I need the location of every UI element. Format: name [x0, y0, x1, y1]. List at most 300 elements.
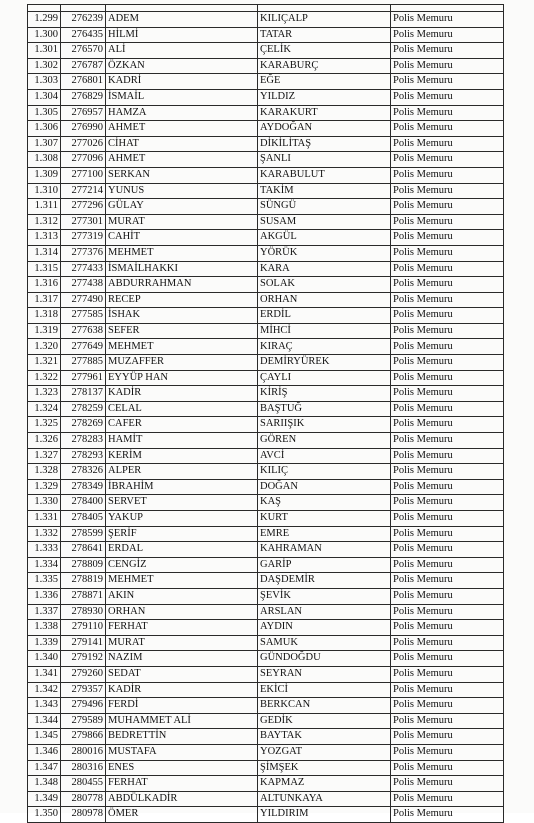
first-name-cell: AKIN [106, 588, 258, 604]
registry-number-cell: 280016 [61, 744, 106, 760]
table-row [28, 386, 504, 402]
registry-number-cell: 278819 [61, 573, 106, 589]
surname-cell: KARAKURT [258, 105, 391, 121]
registry-number-cell: 278293 [61, 448, 106, 464]
registry-number-cell: 276787 [61, 58, 106, 74]
first-name-cell: KADİR [106, 682, 258, 698]
surname-cell: KURT [258, 511, 391, 527]
row-number-cell: 1.299 [28, 12, 61, 28]
table-row [28, 557, 504, 573]
registry-number-cell: 279110 [61, 620, 106, 636]
registry-number-cell: 277638 [61, 323, 106, 339]
first-name-cell: ÖMER [106, 807, 258, 823]
first-name-cell: İSMAİLHAKKI [106, 261, 258, 277]
row-number-cell: 1.310 [28, 183, 61, 199]
row-number-cell: 1.326 [28, 433, 61, 449]
table-row [28, 261, 504, 277]
table-row [28, 635, 504, 651]
table-row [28, 214, 504, 230]
registry-number-cell: 279866 [61, 729, 106, 745]
surname-cell: TATAR [258, 27, 391, 43]
surname-cell: ŞİMŞEK [258, 760, 391, 776]
surname-cell: YILDIZ [258, 89, 391, 105]
surname-cell: EMRE [258, 526, 391, 542]
row-number-cell: 1.312 [28, 214, 61, 230]
registry-number-cell: 278349 [61, 479, 106, 495]
surname-cell: DİKİLİTAŞ [258, 136, 391, 152]
position-cell: Polis Memuru [391, 666, 504, 682]
first-name-cell: MUZAFFER [106, 355, 258, 371]
table-body [28, 5, 504, 823]
surname-cell: MİHCİ [258, 323, 391, 339]
surname-cell: GARİP [258, 557, 391, 573]
row-number-cell: 1.342 [28, 682, 61, 698]
first-name-cell: EYYÜP HAN [106, 370, 258, 386]
registry-number-cell: 279192 [61, 651, 106, 667]
surname-cell: GÜNDOĞDU [258, 651, 391, 667]
surname-cell: KILIÇALP [258, 12, 391, 28]
position-cell: Polis Memuru [391, 713, 504, 729]
surname-cell: BAYTAK [258, 729, 391, 745]
row-number-cell: 1.321 [28, 355, 61, 371]
table-row [28, 417, 504, 433]
position-cell: Polis Memuru [391, 339, 504, 355]
registry-number-cell: 277214 [61, 183, 106, 199]
row-number-cell: 1.313 [28, 230, 61, 246]
first-name-cell: İBRAHİM [106, 479, 258, 495]
table-row [28, 651, 504, 667]
registry-number-cell: 279260 [61, 666, 106, 682]
row-number-cell: 1.340 [28, 651, 61, 667]
row-number-cell: 1.305 [28, 105, 61, 121]
row-number-cell: 1.316 [28, 277, 61, 293]
position-cell: Polis Memuru [391, 698, 504, 714]
first-name-cell: ADEM [106, 12, 258, 28]
first-name-cell: AHMET [106, 152, 258, 168]
surname-cell: KAŞ [258, 495, 391, 511]
first-name-cell: ŞERİF [106, 526, 258, 542]
table-row [28, 698, 504, 714]
position-cell: Polis Memuru [391, 511, 504, 527]
table-row [28, 511, 504, 527]
row-number-cell: 1.314 [28, 245, 61, 261]
registry-number-cell: 277026 [61, 136, 106, 152]
first-name-cell: KERİM [106, 448, 258, 464]
row-number-cell: 1.300 [28, 27, 61, 43]
table-row [28, 479, 504, 495]
position-cell: Polis Memuru [391, 479, 504, 495]
first-name-cell: MEHMET [106, 339, 258, 355]
table-row [28, 370, 504, 386]
registry-number-cell: 278259 [61, 401, 106, 417]
row-number-cell: 1.307 [28, 136, 61, 152]
table-row [28, 355, 504, 371]
row-number-cell: 1.302 [28, 58, 61, 74]
surname-cell: DEMİRYÜREK [258, 355, 391, 371]
position-cell: Polis Memuru [391, 433, 504, 449]
registry-number-cell: 277961 [61, 370, 106, 386]
surname-cell: BAŞTUĞ [258, 401, 391, 417]
header-cell-1 [28, 5, 61, 12]
surname-cell: KAHRAMAN [258, 542, 391, 558]
surname-cell: SÜNGÜ [258, 199, 391, 215]
first-name-cell: FERDİ [106, 698, 258, 714]
table-row [28, 183, 504, 199]
row-number-cell: 1.319 [28, 323, 61, 339]
position-cell: Polis Memuru [391, 89, 504, 105]
registry-number-cell: 278269 [61, 417, 106, 433]
first-name-cell: NAZIM [106, 651, 258, 667]
registry-number-cell: 278405 [61, 511, 106, 527]
table-row [28, 74, 504, 90]
row-number-cell: 1.320 [28, 339, 61, 355]
table-row [28, 121, 504, 137]
position-cell: Polis Memuru [391, 744, 504, 760]
position-cell: Polis Memuru [391, 495, 504, 511]
surname-cell: KİRİŞ [258, 386, 391, 402]
registry-number-cell: 276570 [61, 43, 106, 59]
position-cell: Polis Memuru [391, 292, 504, 308]
first-name-cell: HAMZA [106, 105, 258, 121]
row-number-cell: 1.324 [28, 401, 61, 417]
row-number-cell: 1.341 [28, 666, 61, 682]
surname-cell: EKİCİ [258, 682, 391, 698]
table-row [28, 526, 504, 542]
registry-number-cell: 277301 [61, 214, 106, 230]
table-row [28, 89, 504, 105]
table-row [28, 12, 504, 28]
position-cell: Polis Memuru [391, 136, 504, 152]
first-name-cell: ALİ [106, 43, 258, 59]
first-name-cell: KADİR [106, 386, 258, 402]
header-cell-3 [106, 5, 258, 12]
surname-cell: KARA [258, 261, 391, 277]
registry-number-cell: 276957 [61, 105, 106, 121]
surname-cell: KARABURÇ [258, 58, 391, 74]
registry-number-cell: 278930 [61, 604, 106, 620]
position-cell: Polis Memuru [391, 277, 504, 293]
row-number-cell: 1.339 [28, 635, 61, 651]
first-name-cell: AHMET [106, 121, 258, 137]
table-row [28, 323, 504, 339]
surname-cell: KIRAÇ [258, 339, 391, 355]
position-cell: Polis Memuru [391, 74, 504, 90]
row-number-cell: 1.349 [28, 791, 61, 807]
first-name-cell: RECEP [106, 292, 258, 308]
surname-cell: YÖRÜK [258, 245, 391, 261]
registry-number-cell: 280455 [61, 776, 106, 792]
registry-number-cell: 278326 [61, 464, 106, 480]
table-row [28, 43, 504, 59]
table-row [28, 542, 504, 558]
table-row [28, 277, 504, 293]
first-name-cell: SEDAT [106, 666, 258, 682]
table-row [28, 167, 504, 183]
position-cell: Polis Memuru [391, 308, 504, 324]
surname-cell: TAKİM [258, 183, 391, 199]
row-number-cell: 1.328 [28, 464, 61, 480]
registry-number-cell: 279141 [61, 635, 106, 651]
first-name-cell: MEHMET [106, 573, 258, 589]
surname-cell: DOĞAN [258, 479, 391, 495]
first-name-cell: FERHAT [106, 620, 258, 636]
table-row [28, 588, 504, 604]
first-name-cell: GÜLAY [106, 199, 258, 215]
first-name-cell: ALPER [106, 464, 258, 480]
registry-number-cell: 277649 [61, 339, 106, 355]
surname-cell: ORHAN [258, 292, 391, 308]
position-cell: Polis Memuru [391, 12, 504, 28]
surname-cell: AKGÜL [258, 230, 391, 246]
table-row [28, 105, 504, 121]
registry-number-cell: 277096 [61, 152, 106, 168]
first-name-cell: HAMİT [106, 433, 258, 449]
table-row [28, 495, 504, 511]
table-row [28, 682, 504, 698]
row-number-cell: 1.327 [28, 448, 61, 464]
table-row [28, 464, 504, 480]
header-cell-5 [391, 5, 504, 12]
table-row [28, 744, 504, 760]
registry-number-cell: 277319 [61, 230, 106, 246]
position-cell: Polis Memuru [391, 261, 504, 277]
position-cell: Polis Memuru [391, 386, 504, 402]
position-cell: Polis Memuru [391, 230, 504, 246]
registry-number-cell: 280978 [61, 807, 106, 823]
registry-number-cell: 278599 [61, 526, 106, 542]
row-number-cell: 1.311 [28, 199, 61, 215]
table-row [28, 136, 504, 152]
first-name-cell: CAFER [106, 417, 258, 433]
position-cell: Polis Memuru [391, 791, 504, 807]
surname-cell: SAMUK [258, 635, 391, 651]
table-row [28, 604, 504, 620]
first-name-cell: MEHMET [106, 245, 258, 261]
surname-cell: YILDIRIM [258, 807, 391, 823]
position-cell: Polis Memuru [391, 167, 504, 183]
surname-cell: AVCİ [258, 448, 391, 464]
surname-cell: KILIÇ [258, 464, 391, 480]
registry-number-cell: 280316 [61, 760, 106, 776]
position-cell: Polis Memuru [391, 542, 504, 558]
surname-cell: DAŞDEMİR [258, 573, 391, 589]
surname-cell: ŞEVİK [258, 588, 391, 604]
row-number-cell: 1.333 [28, 542, 61, 558]
table-row [28, 58, 504, 74]
registry-number-cell: 279357 [61, 682, 106, 698]
first-name-cell: BEDRETTİN [106, 729, 258, 745]
first-name-cell: ABDURRAHMAN [106, 277, 258, 293]
surname-cell: SUSAM [258, 214, 391, 230]
position-cell: Polis Memuru [391, 401, 504, 417]
table-row [28, 199, 504, 215]
position-cell: Polis Memuru [391, 43, 504, 59]
position-cell: Polis Memuru [391, 214, 504, 230]
surname-cell: GEDİK [258, 713, 391, 729]
registry-number-cell: 280778 [61, 791, 106, 807]
first-name-cell: ORHAN [106, 604, 258, 620]
row-number-cell: 1.332 [28, 526, 61, 542]
row-number-cell: 1.331 [28, 511, 61, 527]
row-number-cell: 1.306 [28, 121, 61, 137]
row-number-cell: 1.336 [28, 588, 61, 604]
first-name-cell: SERKAN [106, 167, 258, 183]
registry-number-cell: 277376 [61, 245, 106, 261]
table-row [28, 573, 504, 589]
registry-number-cell: 278137 [61, 386, 106, 402]
first-name-cell: CELAL [106, 401, 258, 417]
row-number-cell: 1.335 [28, 573, 61, 589]
position-cell: Polis Memuru [391, 807, 504, 823]
surname-cell: GÖREN [258, 433, 391, 449]
position-cell: Polis Memuru [391, 370, 504, 386]
row-number-cell: 1.329 [28, 479, 61, 495]
registry-number-cell: 278400 [61, 495, 106, 511]
position-cell: Polis Memuru [391, 557, 504, 573]
table-row [28, 339, 504, 355]
registry-number-cell: 277433 [61, 261, 106, 277]
row-number-cell: 1.304 [28, 89, 61, 105]
personnel-table [27, 4, 504, 823]
position-cell: Polis Memuru [391, 604, 504, 620]
registry-number-cell: 276990 [61, 121, 106, 137]
position-cell: Polis Memuru [391, 588, 504, 604]
row-number-cell: 1.338 [28, 620, 61, 636]
registry-number-cell: 276829 [61, 89, 106, 105]
first-name-cell: HİLMİ [106, 27, 258, 43]
header-cell-4 [258, 5, 391, 12]
position-cell: Polis Memuru [391, 152, 504, 168]
row-number-cell: 1.350 [28, 807, 61, 823]
row-number-cell: 1.346 [28, 744, 61, 760]
row-number-cell: 1.347 [28, 760, 61, 776]
row-number-cell: 1.317 [28, 292, 61, 308]
position-cell: Polis Memuru [391, 729, 504, 745]
registry-number-cell: 276239 [61, 12, 106, 28]
row-number-cell: 1.344 [28, 713, 61, 729]
surname-cell: ŞANLI [258, 152, 391, 168]
position-cell: Polis Memuru [391, 573, 504, 589]
surname-cell: SOLAK [258, 277, 391, 293]
row-number-cell: 1.303 [28, 74, 61, 90]
row-number-cell: 1.322 [28, 370, 61, 386]
position-cell: Polis Memuru [391, 199, 504, 215]
position-cell: Polis Memuru [391, 355, 504, 371]
table-row [28, 807, 504, 823]
row-number-cell: 1.323 [28, 386, 61, 402]
table-row [28, 152, 504, 168]
surname-cell: EĞE [258, 74, 391, 90]
position-cell: Polis Memuru [391, 58, 504, 74]
first-name-cell: MURAT [106, 635, 258, 651]
first-name-cell: ÖZKAN [106, 58, 258, 74]
row-number-cell: 1.343 [28, 698, 61, 714]
position-cell: Polis Memuru [391, 183, 504, 199]
table-row [28, 292, 504, 308]
registry-number-cell: 277885 [61, 355, 106, 371]
table-row [28, 448, 504, 464]
row-number-cell: 1.308 [28, 152, 61, 168]
table-row [28, 760, 504, 776]
row-number-cell: 1.330 [28, 495, 61, 511]
registry-number-cell: 277438 [61, 277, 106, 293]
table-row [28, 713, 504, 729]
position-cell: Polis Memuru [391, 760, 504, 776]
first-name-cell: KADRİ [106, 74, 258, 90]
surname-cell: ÇAYLI [258, 370, 391, 386]
position-cell: Polis Memuru [391, 105, 504, 121]
first-name-cell: YUNUS [106, 183, 258, 199]
surname-cell: YOZGAT [258, 744, 391, 760]
header-cell-2 [61, 5, 106, 12]
row-number-cell: 1.348 [28, 776, 61, 792]
first-name-cell: FERHAT [106, 776, 258, 792]
first-name-cell: CENGİZ [106, 557, 258, 573]
row-number-cell: 1.337 [28, 604, 61, 620]
first-name-cell: MURAT [106, 214, 258, 230]
first-name-cell: ERDAL [106, 542, 258, 558]
surname-cell: ERDİL [258, 308, 391, 324]
first-name-cell: SEFER [106, 323, 258, 339]
first-name-cell: MUHAMMET ALİ [106, 713, 258, 729]
table-row [28, 401, 504, 417]
position-cell: Polis Memuru [391, 448, 504, 464]
row-number-cell: 1.315 [28, 261, 61, 277]
position-cell: Polis Memuru [391, 776, 504, 792]
surname-cell: AYDOĞAN [258, 121, 391, 137]
position-cell: Polis Memuru [391, 323, 504, 339]
first-name-cell: CAHİT [106, 230, 258, 246]
first-name-cell: İSHAK [106, 308, 258, 324]
table-row [28, 308, 504, 324]
position-cell: Polis Memuru [391, 245, 504, 261]
table-row [28, 666, 504, 682]
surname-cell: ALTUNKAYA [258, 791, 391, 807]
registry-number-cell: 277296 [61, 199, 106, 215]
position-cell: Polis Memuru [391, 620, 504, 636]
row-number-cell: 1.334 [28, 557, 61, 573]
first-name-cell: MUSTAFA [106, 744, 258, 760]
position-cell: Polis Memuru [391, 635, 504, 651]
table-row [28, 245, 504, 261]
registry-number-cell: 278809 [61, 557, 106, 573]
table-row [28, 776, 504, 792]
table-row [28, 27, 504, 43]
row-number-cell: 1.301 [28, 43, 61, 59]
position-cell: Polis Memuru [391, 526, 504, 542]
surname-cell: SEYRAN [258, 666, 391, 682]
registry-number-cell: 276435 [61, 27, 106, 43]
row-number-cell: 1.318 [28, 308, 61, 324]
row-number-cell: 1.325 [28, 417, 61, 433]
registry-number-cell: 278871 [61, 588, 106, 604]
row-number-cell: 1.345 [28, 729, 61, 745]
registry-number-cell: 278283 [61, 433, 106, 449]
table-row [28, 230, 504, 246]
table-row [28, 791, 504, 807]
position-cell: Polis Memuru [391, 464, 504, 480]
registry-number-cell: 277490 [61, 292, 106, 308]
first-name-cell: CİHAT [106, 136, 258, 152]
table-row [28, 433, 504, 449]
row-number-cell: 1.309 [28, 167, 61, 183]
first-name-cell: YAKUP [106, 511, 258, 527]
registry-number-cell: 276801 [61, 74, 106, 90]
table-header-row [28, 5, 504, 12]
surname-cell: BERKCAN [258, 698, 391, 714]
surname-cell: KARABULUT [258, 167, 391, 183]
registry-number-cell: 277100 [61, 167, 106, 183]
